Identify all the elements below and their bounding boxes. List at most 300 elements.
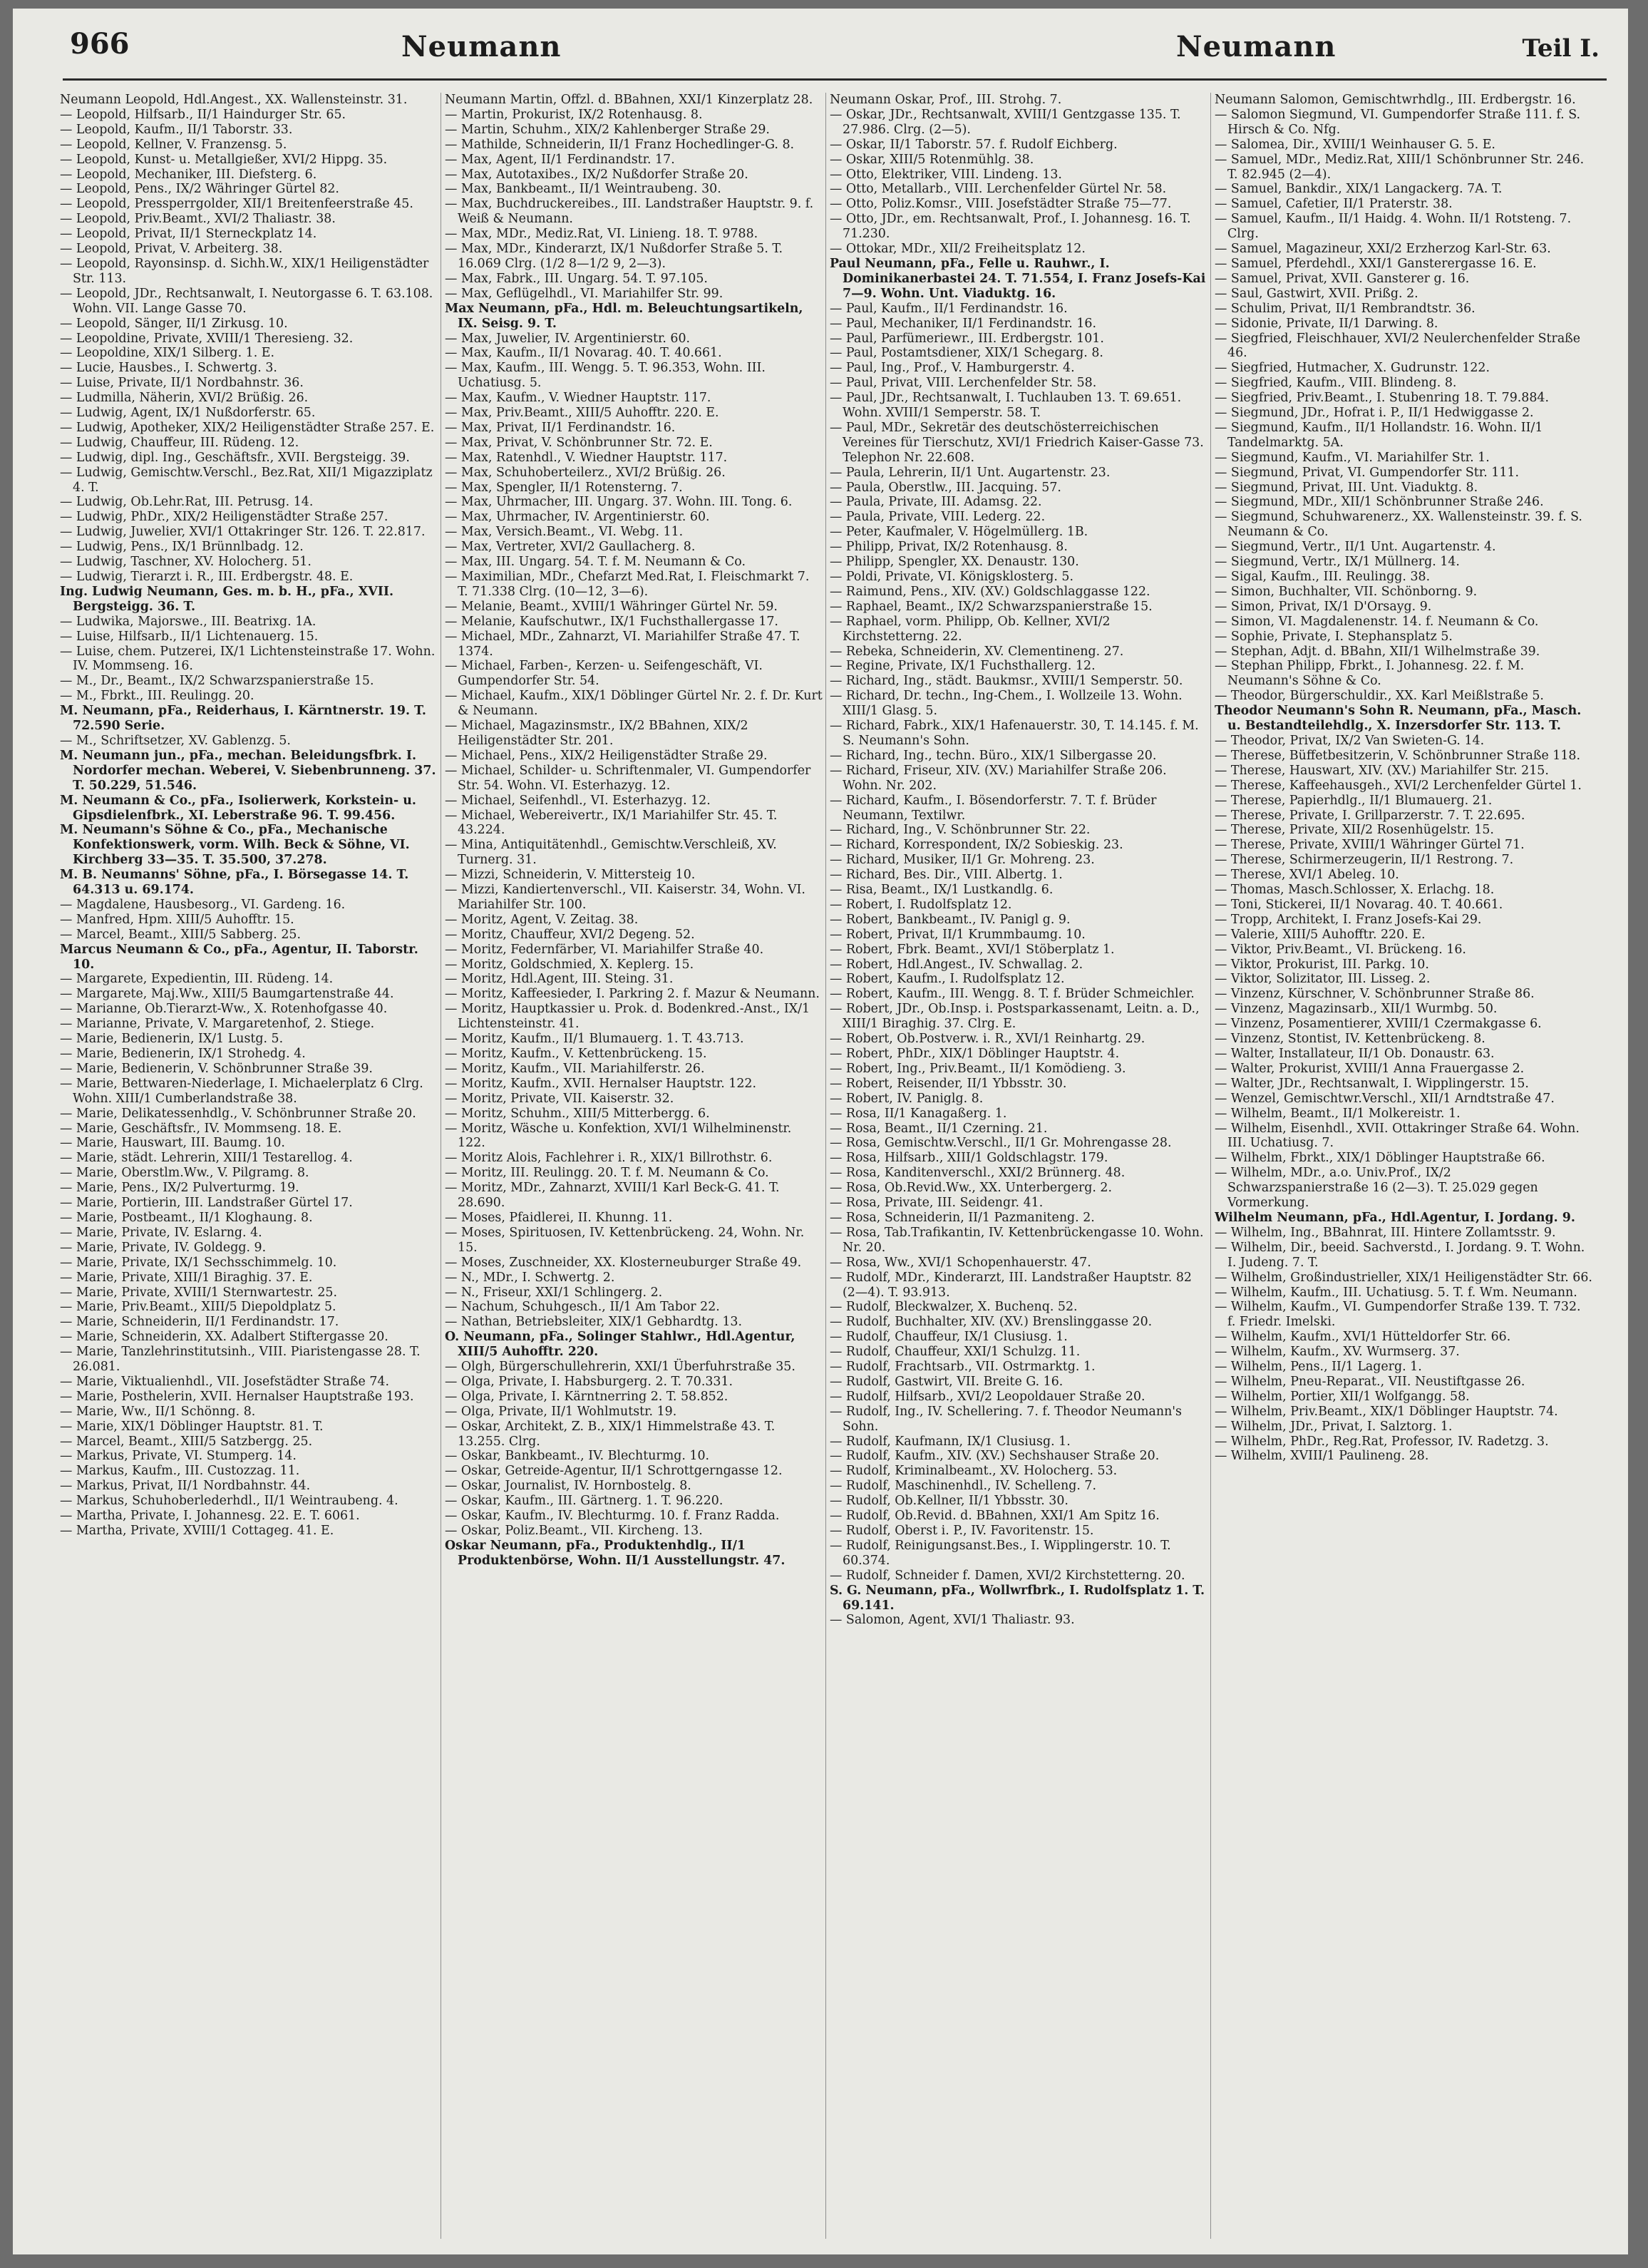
directory-entry: — Oskar, Poliz.Beamt., VII. Kircheng. 13. xyxy=(445,1524,703,1538)
directory-entry: — Salomon Siegmund, VI. Gumpendorfer Straße 111. f. S. Hirsch & Co. Nfg. xyxy=(1215,107,1581,137)
directory-entry: — Siegmund, Kaufm., VI. Mariahilfer Str. 1. xyxy=(1215,450,1490,465)
directory-entry: — Rudolf, Hilfsarb., XVI/2 Leopoldauer Straße 20. xyxy=(830,1389,1145,1404)
directory-entry: — Rudolf, Reinigungsanst.Bes., I. Wipplingerstr. 10. T. 60.374. xyxy=(830,1538,1171,1568)
directory-entry: — Martin, Schuhm., XIX/2 Kahlenberger Straße 29. xyxy=(445,122,770,137)
directory-entry: — Robert, PhDr., XIX/1 Döblinger Hauptstr. 4. xyxy=(830,1047,1120,1061)
directory-entry: M. Neumann, pFa., Reiderhaus, I. Kärntnerstr. 19. T. 72.590 Serie. xyxy=(60,704,426,734)
directory-entry: — Therese, Papierhdlg., II/1 Blumauerg. 21. xyxy=(1215,793,1493,808)
directory-entry: — Therese, Private, I. Grillparzerstr. 7. T. 22.695. xyxy=(1215,808,1525,823)
directory-entry: — Rosa, II/1 Kanagaßerg. 1. xyxy=(830,1106,1007,1121)
directory-entry: — Moritz, Hdl.Agent, III. Steing. 31. xyxy=(445,972,674,987)
directory-entry: — Simon, Privat, IX/1 D'Orsayg. 9. xyxy=(1215,599,1432,614)
directory-entry: — Ludwig, PhDr., XIX/2 Heiligenstädter Straße 257. xyxy=(60,510,388,525)
directory-entry: — Leopoldine, XIX/1 Silberg. 1. E. xyxy=(60,346,275,361)
directory-entry: — Robert, Ob.Postverw. i. R., XVI/1 Reinhartg. 29. xyxy=(830,1032,1145,1047)
directory-entry: — Paul, Postamtsdiener, XIX/1 Schegarg. 8. xyxy=(830,346,1103,361)
directory-entry: — Max, MDr., Mediz.Rat, VI. Linieng. 18. T. 9788. xyxy=(445,227,758,242)
directory-entry: — Theodor, Bürgerschuldir., XX. Karl Meißlstraße 5. xyxy=(1215,689,1544,704)
directory-entry: — Wilhelm, JDr., Privat, I. Salztorg. 1. xyxy=(1215,1419,1453,1434)
directory-column-2 xyxy=(445,93,823,2246)
directory-entry: — Walter, JDr., Rechtsanwalt, I. Wipplingerstr. 15. xyxy=(1215,1076,1529,1091)
directory-entry: — Martha, Private, XVIII/1 Cottageg. 41. E. xyxy=(60,1524,334,1538)
directory-entry: — Rudolf, Ob.Revid. d. BBahnen, XXI/1 Am Spitz 16. xyxy=(830,1509,1160,1524)
directory-entry: — Rebeka, Schneiderin, XV. Clementineng. 27. xyxy=(830,644,1124,659)
directory-entry: — Michael, Magazinsmstr., IX/2 BBahnen, XIX/2 Heiligenstädter Str. 201. xyxy=(445,719,748,748)
directory-entry: — Siegmund, Vertr., II/1 Unt. Augartenstr. 4. xyxy=(1215,540,1496,555)
directory-entry: — Moritz, Federnfärber, VI. Mariahilfer Straße 40. xyxy=(445,942,764,957)
directory-entry: — Marie, Bettwaren-Niederlage, I. Michaelerplatz 6 Clrg. Wohn. XIII/1 Cumberlandstraße 38. xyxy=(60,1076,423,1106)
directory-entry: — Siegmund, Privat, VI. Gumpendorfer Str. 111. xyxy=(1215,465,1519,480)
directory-entry: — Therese, Private, XVIII/1 Währinger Gürtel 71. xyxy=(1215,838,1525,853)
directory-entry: — Olga, Private, II/1 Wohlmutstr. 19. xyxy=(445,1404,677,1419)
directory-entry: M. Neumann & Co., pFa., Isolierwerk, Korkstein- u. Gipsdielenfbrk., XI. Leberstraße 96. T. 99.456. xyxy=(60,793,416,823)
directory-entry: Neumann Martin, Offzl. d. BBahnen, XXI/1 Kinzerplatz 28. xyxy=(445,93,813,107)
directory-entry: — Rudolf, MDr., Kinderarzt, III. Landstraßer Hauptstr. 82 (2—4). T. 93.913. xyxy=(830,1270,1192,1300)
directory-entry: — Robert, JDr., Ob.Insp. i. Postsparkassenamt, Leitn. a. D., XIII/1 Biraghig. 37. Clrg. E. xyxy=(830,1002,1200,1032)
directory-entry: — Leopoldine, Private, XVIII/1 Theresieng. 32. xyxy=(60,331,354,346)
directory-entry: Neumann Salomon, Gemischtwrhdlg., III. Erdbergstr. 16. xyxy=(1215,93,1576,107)
directory-entry: — Marie, Geschäftsfr., IV. Mommseng. 18. E. xyxy=(60,1121,342,1136)
directory-entry: — Moses, Spirituosen, IV. Kettenbrückeng. 24, Wohn. Nr. 15. xyxy=(445,1225,805,1255)
directory-entry: — Siegmund, JDr., Hofrat i. P., II/1 Hedwiggasse 2. xyxy=(1215,406,1534,421)
directory-entry: — Michael, Webereivertr., IX/1 Mariahilfer Str. 45. T. 43.224. xyxy=(445,808,778,838)
directory-entry: — Michael, Seifenhdl., VI. Esterhazyg. 12. xyxy=(445,793,711,808)
directory-entry: — Olga, Private, I. Kärntnerring 2. T. 58.852. xyxy=(445,1389,728,1404)
directory-entry: — Paula, Private, III. Adamsg. 22. xyxy=(830,495,1042,510)
directory-entry: — Max, MDr., Kinderarzt, IX/1 Nußdorfer Straße 5. T. 16.069 Clrg. (1/2 8—1/2 9, 2—3). xyxy=(445,242,783,271)
directory-entry: — Therese, Private, XII/2 Rosenhügelstr. 15. xyxy=(1215,823,1494,838)
directory-entry: — Ludwika, Majorswe., III. Beatrixg. 1A. xyxy=(60,614,316,629)
directory-page xyxy=(13,9,1628,2254)
directory-entry: — Viktor, Prokurist, III. Parkg. 10. xyxy=(1215,957,1429,972)
directory-entry: — Nathan, Betriebsleiter, XIX/1 Gebhardtg. 13. xyxy=(445,1315,743,1330)
directory-entry: — Wilhelm, XVIII/1 Paulineng. 28. xyxy=(1215,1449,1429,1464)
directory-entry: — Max, Fabrk., III. Ungarg. 54. T. 97.105. xyxy=(445,271,708,286)
directory-entry: M. Neumann jun., pFa., mechan. Beleidungsfbrk. I. Nordorfer mechan. Weberei, V. Siebenbrunneng. 37. T. 50.229, 51.546. xyxy=(60,748,436,793)
directory-entry: — Rosa, Ob.Revid.Ww., XX. Unterbergerg. 2. xyxy=(830,1181,1112,1196)
directory-entry: — Oskar, XIII/5 Rotenmühlg. 38. xyxy=(830,152,1034,167)
directory-entry: — Rosa, Gemischtw.Verschl., II/1 Gr. Mohrengasse 28. xyxy=(830,1136,1172,1151)
directory-entry: — Paul, JDr., Rechtsanwalt, I. Tuchlauben 13. T. 69.651. Wohn. XVIII/1 Semperstr. 58. T. xyxy=(830,391,1182,421)
directory-entry: — Leopold, Hilfsarb., II/1 Haindurger Str. 65. xyxy=(60,107,346,122)
directory-entry: — Marie, Oberstlm.Ww., V. Pilgramg. 8. xyxy=(60,1166,309,1181)
directory-entry: — Luise, Hilfsarb., II/1 Lichtenauerg. 15. xyxy=(60,629,319,644)
directory-entry: — Samuel, Privat, XVII. Gansterer g. 16. xyxy=(1215,271,1470,286)
directory-entry: — Wilhelm, Kaufm., XVI/1 Hütteldorfer Str. 66. xyxy=(1215,1330,1511,1345)
directory-entry: — Tropp, Architekt, I. Franz Josefs-Kai 29. xyxy=(1215,912,1482,927)
directory-entry: — Robert, Fbrk. Beamt., XVI/1 Stöberplatz 1. xyxy=(830,942,1115,957)
directory-entry: — Robert, I. Rudolfsplatz 12. xyxy=(830,897,1012,912)
directory-entry: — Robert, Reisender, II/1 Ybbsstr. 30. xyxy=(830,1076,1067,1091)
directory-column-4 xyxy=(1215,93,1592,2246)
directory-entry: — Nachum, Schuhgesch., II/1 Am Tabor 22. xyxy=(445,1300,720,1315)
directory-entry: — Rudolf, Bleckwalzer, X. Buchenq. 52. xyxy=(830,1300,1078,1315)
directory-entry: — Robert, Bankbeamt., IV. Panigl g. 9. xyxy=(830,912,1071,927)
directory-entry: — Leopold, Kellner, V. Franzensg. 5. xyxy=(60,137,287,152)
directory-entry: — Luise, chem. Putzerei, IX/1 Lichtensteinstraße 17. Wohn. IV. Mommseng. 16. xyxy=(60,644,436,674)
directory-entry: — Oskar, Bankbeamt., IV. Blechturmg. 10. xyxy=(445,1449,710,1464)
directory-entry: Paul Neumann, pFa., Felle u. Rauhwr., I. Dominikanerbastei 24. T. 71.554, I. Franz Josefs-Kai 7—9. Wohn. Unt. Viaduktg. 16. xyxy=(830,256,1206,301)
directory-entry: — M., Dr., Beamt., IX/2 Schwarzspanierstraße 15. xyxy=(60,674,374,689)
directory-entry: — Oskar, II/1 Taborstr. 57. f. Rudolf Eichberg. xyxy=(830,137,1118,152)
directory-entry: — Markus, Schuhoberlederhdl., II/1 Weintraubeng. 4. xyxy=(60,1494,398,1509)
directory-entry: — Max, Uhrmacher, IV. Argentinierstr. 60. xyxy=(445,510,710,525)
directory-entry: — Simon, Buchhalter, VII. Schönborng. 9. xyxy=(1215,584,1478,599)
directory-entry: — Wilhelm, Eisenhdl., XVII. Ottakringer Straße 64. Wohn. III. Uchatiusg. 7. xyxy=(1215,1121,1580,1151)
directory-entry: — Markus, Privat, II/1 Nordbahnstr. 44. xyxy=(60,1479,311,1494)
directory-entry: Max Neumann, pFa., Hdl. m. Beleuchtungsartikeln, IX. Seisg. 9. T. xyxy=(445,301,803,331)
directory-entry: — M., Schriftsetzer, XV. Gablenzg. 5. xyxy=(60,733,291,748)
directory-entry: — Raphael, vorm. Philipp, Ob. Kellner, XVI/2 Kirchstetterng. 22. xyxy=(830,614,1111,644)
directory-entry: — Samuel, MDr., Mediz.Rat, XIII/1 Schönbrunner Str. 246. T. 82.945 (2—4). xyxy=(1215,152,1585,182)
directory-entry: — Paul, Mechaniker, II/1 Ferdinandstr. 16. xyxy=(830,316,1097,331)
directory-entry: — Moritz, MDr., Zahnarzt, XVIII/1 Karl Beck-G. 41. T. 28.690. xyxy=(445,1181,780,1211)
directory-entry: — Mina, Antiquitätenhdl., Gemischtw.Verschleiß, XV. Turnerg. 31. xyxy=(445,838,777,868)
directory-entry: — Wilhelm, Großindustrieller, XIX/1 Heiligenstädter Str. 66. xyxy=(1215,1270,1592,1285)
directory-entry: — Moses, Pfaidlerei, II. Khunng. 11. xyxy=(445,1210,673,1225)
directory-entry: — Marie, Delikatessenhdlg., V. Schönbrunner Straße 20. xyxy=(60,1106,416,1121)
directory-entry: — Rudolf, Kaufm., XIV. (XV.) Sechshauser Straße 20. xyxy=(830,1449,1160,1464)
directory-entry: — Marianne, Ob.Tierarzt-Ww., X. Rotenhofgasse 40. xyxy=(60,1002,388,1017)
directory-entry: — Therese, XVI/1 Abeleg. 10. xyxy=(1215,868,1399,883)
directory-entry: — Oskar, Architekt, Z. B., XIX/1 Himmelstraße 43. T. 13.255. Clrg. xyxy=(445,1419,776,1449)
directory-entry: — Ludwig, Chauffeur, III. Rüdeng. 12. xyxy=(60,435,299,450)
running-head-left: Neumann xyxy=(401,30,562,63)
directory-entry: — Leopold, Pens., IX/2 Währinger Gürtel 82. xyxy=(60,182,339,197)
directory-entry: — Otto, JDr., em. Rechtsanwalt, Prof., I. Johannesg. 16. T. 71.230. xyxy=(830,212,1191,242)
directory-entry: — Moritz, Kaufm., VII. Mariahilferstr. 26. xyxy=(445,1061,705,1076)
directory-entry: — Ludmilla, Näherin, XVI/2 Brüßig. 26. xyxy=(60,391,309,406)
directory-entry: — Siegmund, Privat, III. Unt. Viaduktg. 8. xyxy=(1215,480,1478,495)
directory-entry: — Max, Buchdruckereibes., III. Landstraßer Hauptstr. 9. f. Weiß & Neumann. xyxy=(445,197,814,227)
directory-entry: — Siegfried, Kaufm., VIII. Blindeng. 8. xyxy=(1215,376,1457,391)
directory-entry: — Leopold, JDr., Rechtsanwalt, I. Neutorgasse 6. T. 63.108. Wohn. VII. Lange Gasse 70. xyxy=(60,286,433,316)
directory-entry: — Robert, Hdl.Angest., IV. Schwallag. 2. xyxy=(830,957,1083,972)
directory-entry: — Marie, Bedienerin, IX/1 Lustg. 5. xyxy=(60,1032,284,1047)
directory-entry: — Maximilian, MDr., Chefarzt Med.Rat, I. Fleischmarkt 7. T. 71.338 Clrg. (10—12, 3—6). xyxy=(445,570,810,599)
directory-entry: — Rudolf, Buchhalter, XIV. (XV.) Brenslinggasse 20. xyxy=(830,1315,1153,1330)
directory-entry: — Mizzi, Kandiertenverschl., VII. Kaiserstr. 34, Wohn. VI. Mariahilfer Str. 100. xyxy=(445,883,805,912)
directory-entry: — Siegmund, MDr., XII/1 Schönbrunner Straße 246. xyxy=(1215,495,1544,510)
directory-entry: — Max, Ratenhdl., V. Wiedner Hauptstr. 117. xyxy=(445,450,728,465)
directory-entry: — Marie, Schneiderin, II/1 Ferdinandstr. 17. xyxy=(60,1315,339,1330)
directory-entry: — Michael, Pens., XIX/2 Heiligenstädter Straße 29. xyxy=(445,748,768,763)
directory-entry: — Moritz, Kaffeesieder, I. Parkring 2. f. Mazur & Neumann. xyxy=(445,987,820,1002)
directory-entry: — Vinzenz, Stontist, IV. Kettenbrückeng. 8. xyxy=(1215,1032,1485,1047)
directory-entry: — Markus, Kaufm., III. Custozzag. 11. xyxy=(60,1464,300,1479)
directory-entry: — Rudolf, Schneider f. Damen, XVI/2 Kirchstetterng. 20. xyxy=(830,1568,1185,1583)
directory-entry: — Rudolf, Frachtsarb., VII. Ostrmarktg. 1. xyxy=(830,1360,1096,1375)
directory-entry: — Regine, Private, IX/1 Fuchsthallerg. 12. xyxy=(830,659,1096,674)
directory-entry: — Ludwig, Pens., IX/1 Brünnlbadg. 12. xyxy=(60,540,304,555)
directory-entry: — Rudolf, Ing., IV. Schellering. 7. f. Theodor Neumann's Sohn. xyxy=(830,1404,1182,1434)
directory-entry: — Moritz, Chauffeur, XVI/2 Degeng. 52. xyxy=(445,927,695,942)
directory-entry: — Lucie, Hausbes., I. Schwertg. 3. xyxy=(60,361,277,376)
directory-entry: — Moritz, III. Reulingg. 20. T. f. M. Neumann & Co. xyxy=(445,1166,769,1181)
directory-entry: — Thomas, Masch.Schlosser, X. Erlachg. 18. xyxy=(1215,883,1495,898)
directory-entry: — Moritz Alois, Fachlehrer i. R., XIX/1 Billrothstr. 6. xyxy=(445,1151,773,1166)
directory-entry: — Rosa, Schneiderin, II/1 Pazmaniteng. 2. xyxy=(830,1210,1095,1225)
directory-entry: — Paula, Lehrerin, II/1 Unt. Augartenstr. 23. xyxy=(830,465,1111,480)
directory-entry: — Risa, Beamt., IX/1 Lustkandlg. 6. xyxy=(830,883,1054,898)
directory-entry: Wilhelm Neumann, pFa., Hdl.Agentur, I. Jordang. 9. xyxy=(1215,1210,1575,1225)
directory-entry: — Stephan, Adjt. d. BBahn, XII/1 Wilhelmstraße 39. xyxy=(1215,644,1540,659)
directory-entry: — Sigal, Kaufm., III. Reulingg. 38. xyxy=(1215,570,1431,584)
directory-entry: — Moritz, Wäsche u. Konfektion, XVI/1 Wilhelminenstr. 122. xyxy=(445,1121,792,1151)
directory-entry: — Wilhelm, Fbrkt., XIX/1 Döblinger Hauptstraße 66. xyxy=(1215,1151,1545,1166)
directory-entry: — Marie, Private, IX/1 Sechsschimmelg. 10. xyxy=(60,1255,337,1270)
directory-entry: — Max, Priv.Beamt., XIII/5 Auhofftr. 220. E. xyxy=(445,406,719,421)
directory-entry: — Ludwig, Gemischtw.Verschl., Bez.Rat, XII/1 Migazziplatz 4. T. xyxy=(60,465,433,495)
directory-entry: — Paul, MDr., Sekretär des deutschösterreichischen Vereines für Tierschutz, XVI/1 Friedrich Kaiser-Gasse 73. Telephon Nr. 22.608. xyxy=(830,420,1204,465)
directory-entry: — Peter, Kaufmaler, V. Högelmüllerg. 1B. xyxy=(830,525,1088,540)
directory-entry: — Siegfried, Priv.Beamt., I. Stubenring 18. T. 79.884. xyxy=(1215,391,1550,406)
directory-entry: — Siegfried, Fleischhauer, XVI/2 Neulerchenfelder Straße 46. xyxy=(1215,331,1581,361)
directory-entry: — Michael, Schilder- u. Schriftenmaler, VI. Gumpendorfer Str. 54. Wohn. VI. Esterhazyg. 12. xyxy=(445,763,811,793)
directory-entry: — Ludwig, dipl. Ing., Geschäftsfr., XVII. Bergsteigg. 39. xyxy=(60,450,410,465)
directory-entry: — Richard, Korrespondent, IX/2 Sobieskig. 23. xyxy=(830,838,1123,853)
directory-entry: — Moritz, Goldschmied, X. Keplerg. 15. xyxy=(445,957,694,972)
directory-entry: — Ludwig, Agent, IX/1 Nußdorferstr. 65. xyxy=(60,406,316,421)
directory-entry: — Marie, Bedienerin, IX/1 Strohedg. 4. xyxy=(60,1047,306,1061)
directory-entry: — Marie, Tanzlehrinstitutsinh., VIII. Piaristengasse 28. T. 26.081. xyxy=(60,1345,421,1375)
directory-entry: — Wilhelm, Portier, XII/1 Wolfgangg. 58. xyxy=(1215,1389,1470,1404)
directory-entry: O. Neumann, pFa., Solinger Stahlwr., Hdl.Agentur, XIII/5 Auhofftr. 220. xyxy=(445,1330,795,1360)
directory-entry: — Saul, Gastwirt, XVII. Prißg. 2. xyxy=(1215,286,1418,301)
directory-entry: — Rosa, Kanditenverschl., XXI/2 Brünnerg. 48. xyxy=(830,1166,1126,1181)
directory-entry: — Philipp, Spengler, XX. Denaustr. 130. xyxy=(830,555,1079,570)
directory-entry: M. Neumann's Söhne & Co., pFa., Mechanische Konfektionswerk, vorm. Wilh. Beck & Söhne, VI. Kirchberg 33—35. T. 35.500, 37.278. xyxy=(60,823,410,868)
directory-entry: M. B. Neumanns' Söhne, pFa., I. Börsegasse 14. T. 64.313 u. 69.174. xyxy=(60,868,409,898)
directory-entry: — Salomea, Dir., XVIII/1 Weinhauser G. 5. E. xyxy=(1215,137,1495,152)
directory-entry: — Max, Kaufm., V. Wiedner Hauptstr. 117. xyxy=(445,391,711,406)
directory-entry: — Siegmund, Schuhwarenerz., XX. Wallensteinstr. 39. f. S. Neumann & Co. xyxy=(1215,510,1582,540)
directory-entry: — Samuel, Pferdehdl., XXI/1 Gansterergasse 16. E. xyxy=(1215,256,1537,271)
directory-entry: — Leopold, Rayonsinsp. d. Sichh.W., XIX/1 Heiligenstädter Str. 113. xyxy=(60,256,429,286)
directory-entry: — Sidonie, Private, II/1 Darwing. 8. xyxy=(1215,316,1438,331)
running-head-right: Neumann xyxy=(1176,30,1337,63)
directory-entry: — Leopold, Kaufm., II/1 Taborstr. 33. xyxy=(60,122,293,137)
directory-entry: — Paul, Ing., Prof., V. Hamburgerstr. 4. xyxy=(830,361,1075,376)
directory-entry: — Therese, Hauswart, XIV. (XV.) Mariahilfer Str. 215. xyxy=(1215,763,1549,778)
directory-entry: — Rosa, Private, III. Seidengr. 41. xyxy=(830,1196,1044,1211)
directory-entry: — Leopold, Pressperrgolder, XII/1 Breitenfeerstraße 45. xyxy=(60,197,413,212)
directory-entry: — Samuel, Magazineur, XXI/2 Erzherzog Karl-Str. 63. xyxy=(1215,242,1551,257)
directory-entry: — Theodor, Privat, IX/2 Van Swieten-G. 14. xyxy=(1215,733,1485,748)
directory-entry: — Ludwig, Apotheker, XIX/2 Heiligenstädter Straße 257. E. xyxy=(60,420,435,435)
directory-entry: — Max, Kaufm., III. Wengg. 5. T. 96.353, Wohn. III. Uchatiusg. 5. xyxy=(445,361,766,391)
directory-entry: — Paul, Parfümeriewr., III. Erdbergstr. 101. xyxy=(830,331,1104,346)
directory-entry: — Marie, Private, XIII/1 Biraghig. 37. E. xyxy=(60,1270,313,1285)
directory-entry: — Max, Versich.Beamt., VI. Webg. 11. xyxy=(445,525,684,540)
directory-entry: — Vinzenz, Kürschner, V. Schönbrunner Straße 86. xyxy=(1215,987,1535,1002)
directory-entry: — Marie, Private, IV. Goldegg. 9. xyxy=(60,1240,267,1255)
directory-entry: — Samuel, Cafetier, II/1 Praterstr. 38. xyxy=(1215,197,1453,212)
directory-entry: — Leopold, Privat, II/1 Sterneckplatz 14. xyxy=(60,227,317,242)
directory-entry: — Paula, Oberstlw., III. Jacquing. 57. xyxy=(830,480,1061,495)
directory-entry: — Rudolf, Gastwirt, VII. Breite G. 16. xyxy=(830,1374,1064,1389)
directory-entry: — Richard, Ing., städt. Baukmsr., XVIII/1 Semperstr. 50. xyxy=(830,674,1183,689)
directory-entry: — Margarete, Expedientin, III. Rüdeng. 14. xyxy=(60,972,334,987)
directory-entry: — Philipp, Privat, IX/2 Rotenhausg. 8. xyxy=(830,540,1068,555)
directory-entry: — Marie, Schneiderin, XX. Adalbert Stiftergasse 20. xyxy=(60,1330,388,1345)
page-number: 966 xyxy=(70,27,130,61)
directory-entry: — Oskar, Kaufm., IV. Blechturmg. 10. f. Franz Radda. xyxy=(445,1509,780,1524)
directory-entry: — Rosa, Beamt., II/1 Czerning. 21. xyxy=(830,1121,1048,1136)
directory-entry: — Max, Bankbeamt., II/1 Weintraubeng. 30. xyxy=(445,182,721,197)
directory-entry: — Olga, Private, I. Habsburgerg. 2. T. 70.331. xyxy=(445,1374,733,1389)
directory-entry: — Moritz, Kaufm., V. Kettenbrückeng. 15. xyxy=(445,1047,707,1061)
directory-entry: — Marianne, Private, V. Margaretenhof, 2. Stiege. xyxy=(60,1017,375,1032)
directory-entry: — Schulim, Privat, II/1 Rembrandtstr. 36. xyxy=(1215,301,1476,316)
directory-entry: — Magdalene, Hausbesorg., VI. Gardeng. 16. xyxy=(60,897,346,912)
directory-entry: — Max, Agent, II/1 Ferdinandstr. 17. xyxy=(445,152,675,167)
directory-entry: — Max, Vertreter, XVI/2 Gaullacherg. 8. xyxy=(445,540,696,555)
directory-entry: — Richard, Bes. Dir., VIII. Albertg. 1. xyxy=(830,868,1063,883)
directory-entry: — Wilhelm, Kaufm., III. Uchatiusg. 5. T. f. Wm. Neumann. xyxy=(1215,1285,1577,1300)
directory-entry: — Manfred, Hpm. XIII/5 Auhofftr. 15. xyxy=(60,912,294,927)
directory-entry: — N., Friseur, XXI/1 Schlingerg. 2. xyxy=(445,1285,663,1300)
directory-entry: — Siegfried, Hutmacher, X. Gudrunstr. 122. xyxy=(1215,361,1490,376)
directory-entry: — Moses, Zuschneider, XX. Klosterneuburger Straße 49. xyxy=(445,1255,802,1270)
volume-label: Teil I. xyxy=(1522,34,1600,63)
directory-entry: — N., MDr., I. Schwertg. 2. xyxy=(445,1270,615,1285)
directory-entry: — Richard, Friseur, XIV. (XV.) Mariahilfer Straße 206. Wohn. Nr. 202. xyxy=(830,763,1167,793)
directory-entry: — Marie, Viktualienhdl., VII. Josefstädter Straße 74. xyxy=(60,1374,389,1389)
directory-entry: — Richard, Musiker, II/1 Gr. Mohreng. 23. xyxy=(830,853,1095,868)
column-divider xyxy=(825,93,826,2239)
directory-entry: Neumann Leopold, Hdl.Angest., XX. Wallensteinstr. 31. xyxy=(60,93,408,107)
directory-entry: — Leopold, Priv.Beamt., XVI/2 Thaliastr. 38. xyxy=(60,212,336,227)
header-rule xyxy=(63,78,1607,81)
directory-entry: — Wenzel, Gemischtwr.Verschl., XII/1 Arndtstraße 47. xyxy=(1215,1091,1555,1106)
page-header xyxy=(13,9,1628,87)
directory-entry: — Markus, Private, VI. Stumperg. 14. xyxy=(60,1449,297,1464)
directory-entry: — Siegmund, Kaufm., II/1 Hollandstr. 16. Wohn. II/1 Tandelmarktg. 5A. xyxy=(1215,420,1543,450)
directory-entry: — Marie, XIX/1 Döblinger Hauptstr. 81. T. xyxy=(60,1419,324,1434)
directory-entry: — Raphael, Beamt., IX/2 Schwarzspanierstraße 15. xyxy=(830,599,1153,614)
directory-entry: — Rosa, Tab.Trafikantin, IV. Kettenbrückengasse 10. Wohn. Nr. 20. xyxy=(830,1225,1204,1255)
directory-entry: S. G. Neumann, pFa., Wollwrfbrk., I. Rudolfsplatz 1. T. 69.141. xyxy=(830,1583,1205,1613)
directory-entry: — Wilhelm, Ing., BBahnrat, III. Hintere Zollamtsstr. 9. xyxy=(1215,1225,1556,1240)
directory-entry: — Vinzenz, Posamentierer, XVIII/1 Czermakgasse 6. xyxy=(1215,1017,1542,1032)
directory-entry: — Rudolf, Chauffeur, IX/1 Clusiusg. 1. xyxy=(830,1330,1068,1345)
directory-entry: — Rudolf, Maschinenhdl., IV. Schelleng. 7. xyxy=(830,1479,1097,1494)
directory-entry: — Marie, Bedienerin, V. Schönbrunner Straße 39. xyxy=(60,1061,373,1076)
directory-entry: — Rudolf, Kaufmann, IX/1 Clusiusg. 1. xyxy=(830,1434,1071,1449)
directory-entry: — Simon, VI. Magdalenenstr. 14. f. Neumann & Co. xyxy=(1215,614,1539,629)
directory-entry: — Martha, Private, I. Johannesg. 22. E. T. 6061. xyxy=(60,1509,360,1524)
directory-entry: — Marie, städt. Lehrerin, XIII/1 Testarellog. 4. xyxy=(60,1151,353,1166)
directory-entry: — Olgh, Bürgerschullehrerin, XXI/1 Überfuhrstraße 35. xyxy=(445,1360,795,1375)
directory-entry: — Max, Juwelier, IV. Argentinierstr. 60. xyxy=(445,331,691,346)
directory-entry: — Wilhelm, Pens., II/1 Lagerg. 1. xyxy=(1215,1360,1422,1375)
directory-entry: — Margarete, Maj.Ww., XIII/5 Baumgartenstraße 44. xyxy=(60,987,394,1002)
directory-entry: — Toni, Stickerei, II/1 Novarag. 40. T. 40.661. xyxy=(1215,897,1503,912)
directory-entry: — Oskar, JDr., Rechtsanwalt, XVIII/1 Gentzgasse 135. T. 27.986. Clrg. (2—5). xyxy=(830,107,1181,137)
directory-entry: — Marie, Posthelerin, XVII. Hernalser Hauptstraße 193. xyxy=(60,1389,414,1404)
directory-entry: — Wilhelm, Kaufm., XV. Wurmserg. 37. xyxy=(1215,1345,1460,1360)
directory-entry: — Wilhelm, MDr., a.o. Univ.Prof., IX/2 Schwarzspanierstraße 16 (2—3). T. 25.029 gegen Vormerkung. xyxy=(1215,1166,1538,1211)
directory-entry: Neumann Oskar, Prof., III. Strohg. 7. xyxy=(830,93,1062,107)
directory-entry: — Marie, Postbeamt., II/1 Kloghaung. 8. xyxy=(60,1210,313,1225)
column-divider xyxy=(1210,93,1211,2239)
directory-entry: — Marcel, Beamt., XIII/5 Sabberg. 25. xyxy=(60,927,301,942)
directory-entry: — Leopold, Sänger, II/1 Zirkusg. 10. xyxy=(60,316,288,331)
directory-entry: — Moritz, Kaufm., XVII. Hernalser Hauptstr. 122. xyxy=(445,1076,756,1091)
directory-entry: — Valerie, XIII/5 Auhofftr. 220. E. xyxy=(1215,927,1426,942)
directory-entry: — Richard, Ing., V. Schönbrunner Str. 22. xyxy=(830,823,1091,838)
directory-entry: — Paula, Private, VIII. Lederg. 22. xyxy=(830,510,1046,525)
directory-entry: — Walter, Installateur, II/1 Ob. Donaustr. 63. xyxy=(1215,1047,1495,1061)
directory-entry: — Wilhelm, Pneu-Reparat., VII. Neustiftgasse 26. xyxy=(1215,1374,1525,1389)
directory-entry: — Marie, Private, IV. Eslarng. 4. xyxy=(60,1225,262,1240)
directory-entry: — Richard, Dr. techn., Ing-Chem., I. Wollzeile 13. Wohn. XIII/1 Glasg. 5. xyxy=(830,689,1183,719)
directory-entry: — Max, Privat, II/1 Ferdinandstr. 16. xyxy=(445,420,676,435)
directory-entry: — Robert, Kaufm., I. Rudolfsplatz 12. xyxy=(830,972,1065,987)
directory-entry: — Stephan Philipp, Fbrkt., I. Johannesg. 22. f. M. Neumann's Söhne & Co. xyxy=(1215,659,1525,689)
directory-entry: — Rosa, Ww., XVI/1 Schopenhauerstr. 47. xyxy=(830,1255,1091,1270)
directory-entry: — Melanie, Kaufschutwr., IX/1 Fuchsthallergasse 17. xyxy=(445,614,778,629)
directory-entry: — Richard, Ing., techn. Büro., XIX/1 Silbergasse 20. xyxy=(830,748,1157,763)
directory-entry: — Max, Uhrmacher, III. Ungarg. 37. Wohn. III. Tong. 6. xyxy=(445,495,793,510)
directory-entry: — Leopold, Kunst- u. Metallgießer, XVI/2 Hippg. 35. xyxy=(60,152,388,167)
directory-entry: — Wilhelm, PhDr., Reg.Rat, Professor, IV. Radetzg. 3. xyxy=(1215,1434,1549,1449)
directory-entry: — Sophie, Private, I. Stephansplatz 5. xyxy=(1215,629,1453,644)
directory-entry: — Martin, Prokurist, IX/2 Rotenhausg. 8. xyxy=(445,107,703,122)
directory-entry: — Ludwig, Ob.Lehr.Rat, III. Petrusg. 14. xyxy=(60,495,314,510)
directory-entry: — Paul, Privat, VIII. Lerchenfelder Str. 58. xyxy=(830,376,1097,391)
directory-entry: — Poldi, Private, VI. Königsklosterg. 5. xyxy=(830,570,1073,584)
directory-entry: — Viktor, Priv.Beamt., VI. Brückeng. 16. xyxy=(1215,942,1466,957)
directory-entry: — Rudolf, Kriminalbeamt., XV. Holocherg. 53. xyxy=(830,1464,1118,1479)
directory-entry: — Wilhelm, Priv.Beamt., XIX/1 Döblinger Hauptstr. 74. xyxy=(1215,1404,1558,1419)
directory-entry: — Michael, Farben-, Kerzen- u. Seifengeschäft, VI. Gumpendorfer Str. 54. xyxy=(445,659,763,689)
directory-entry: — Siegmund, Vertr., IX/1 Müllnerg. 14. xyxy=(1215,555,1460,570)
directory-entry: — Therese, Kaffeehausgeh., XVI/2 Lerchenfelder Gürtel 1. xyxy=(1215,778,1582,793)
directory-entry: — Otto, Poliz.Komsr., VIII. Josefstädter Straße 75—77. xyxy=(830,197,1172,212)
directory-entry: — Max, Kaufm., II/1 Novarag. 40. T. 40.661. xyxy=(445,346,722,361)
directory-entry: — Richard, Fabrk., XIX/1 Hafenauerstr. 30, T. 14.145. f. M. S. Neumann's Sohn. xyxy=(830,719,1199,748)
directory-entry: — Wilhelm, Dir., beeid. Sachverstd., I. Jordang. 9. T. Wohn. I. Judeng. 7. T. xyxy=(1215,1240,1585,1270)
directory-entry: — Moritz, Private, VII. Kaiserstr. 32. xyxy=(445,1091,674,1106)
directory-entry: Oskar Neumann, pFa., Produktenhdlg., II/1 Produktenbörse, Wohn. II/1 Ausstellungstr. 47. xyxy=(445,1538,786,1568)
directory-entry: — Max, Spengler, II/1 Rotensterng. 7. xyxy=(445,480,683,495)
directory-entry: — Robert, IV. Paniglg. 8. xyxy=(830,1091,984,1106)
directory-entry: — Leopold, Privat, V. Arbeiterg. 38. xyxy=(60,242,283,257)
directory-entry: — Moritz, Kaufm., II/1 Blumauerg. 1. T. 43.713. xyxy=(445,1032,744,1047)
directory-entry: — Moritz, Agent, V. Zeitag. 38. xyxy=(445,912,639,927)
directory-entry: — Therese, Schirmerzeugerin, II/1 Restrong. 7. xyxy=(1215,853,1514,868)
directory-entry: — Raimund, Pens., XIV. (XV.) Goldschlaggasse 122. xyxy=(830,584,1150,599)
directory-entry: — Marie, Ww., II/1 Schönng. 8. xyxy=(60,1404,256,1419)
directory-entry: — Marcel, Beamt., XIII/5 Satzbergg. 25. xyxy=(60,1434,313,1449)
directory-entry: — Otto, Metallarb., VIII. Lerchenfelder Gürtel Nr. 58. xyxy=(830,182,1167,197)
directory-entry: — Leopold, Mechaniker, III. Diefsterg. 6. xyxy=(60,167,317,182)
directory-entry: — Michael, MDr., Zahnarzt, VI. Mariahilfer Straße 47. T. 1374. xyxy=(445,629,800,659)
directory-entry: — Wilhelm, Kaufm., VI. Gumpendorfer Straße 139. T. 732. f. Friedr. Imelski. xyxy=(1215,1300,1581,1330)
directory-entry: — Rudolf, Chauffeur, XXI/1 Schulzg. 11. xyxy=(830,1345,1081,1360)
directory-entry: — Marie, Private, XVIII/1 Sternwartestr. 25. xyxy=(60,1285,338,1300)
directory-entry: — Ottokar, MDr., XII/2 Freiheitsplatz 12. xyxy=(830,242,1086,257)
directory-entry: — Marie, Pens., IX/2 Pulverturmg. 19. xyxy=(60,1181,299,1196)
directory-entry: Marcus Neumann & Co., pFa., Agentur, II. Taborstr. 10. xyxy=(60,942,418,972)
directory-entry: Ing. Ludwig Neumann, Ges. m. b. H., pFa., XVII. Bergsteigg. 36. T. xyxy=(60,584,394,614)
directory-entry: — Ludwig, Tierarzt i. R., III. Erdbergstr. 48. E. xyxy=(60,570,354,584)
directory-entry: — Oskar, Journalist, IV. Hornbostelg. 8. xyxy=(445,1479,691,1494)
directory-entry: — Max, Privat, V. Schönbrunner Str. 72. E. xyxy=(445,435,713,450)
directory-entry: — Marie, Priv.Beamt., XIII/5 Diepoldplatz 5. xyxy=(60,1300,336,1315)
